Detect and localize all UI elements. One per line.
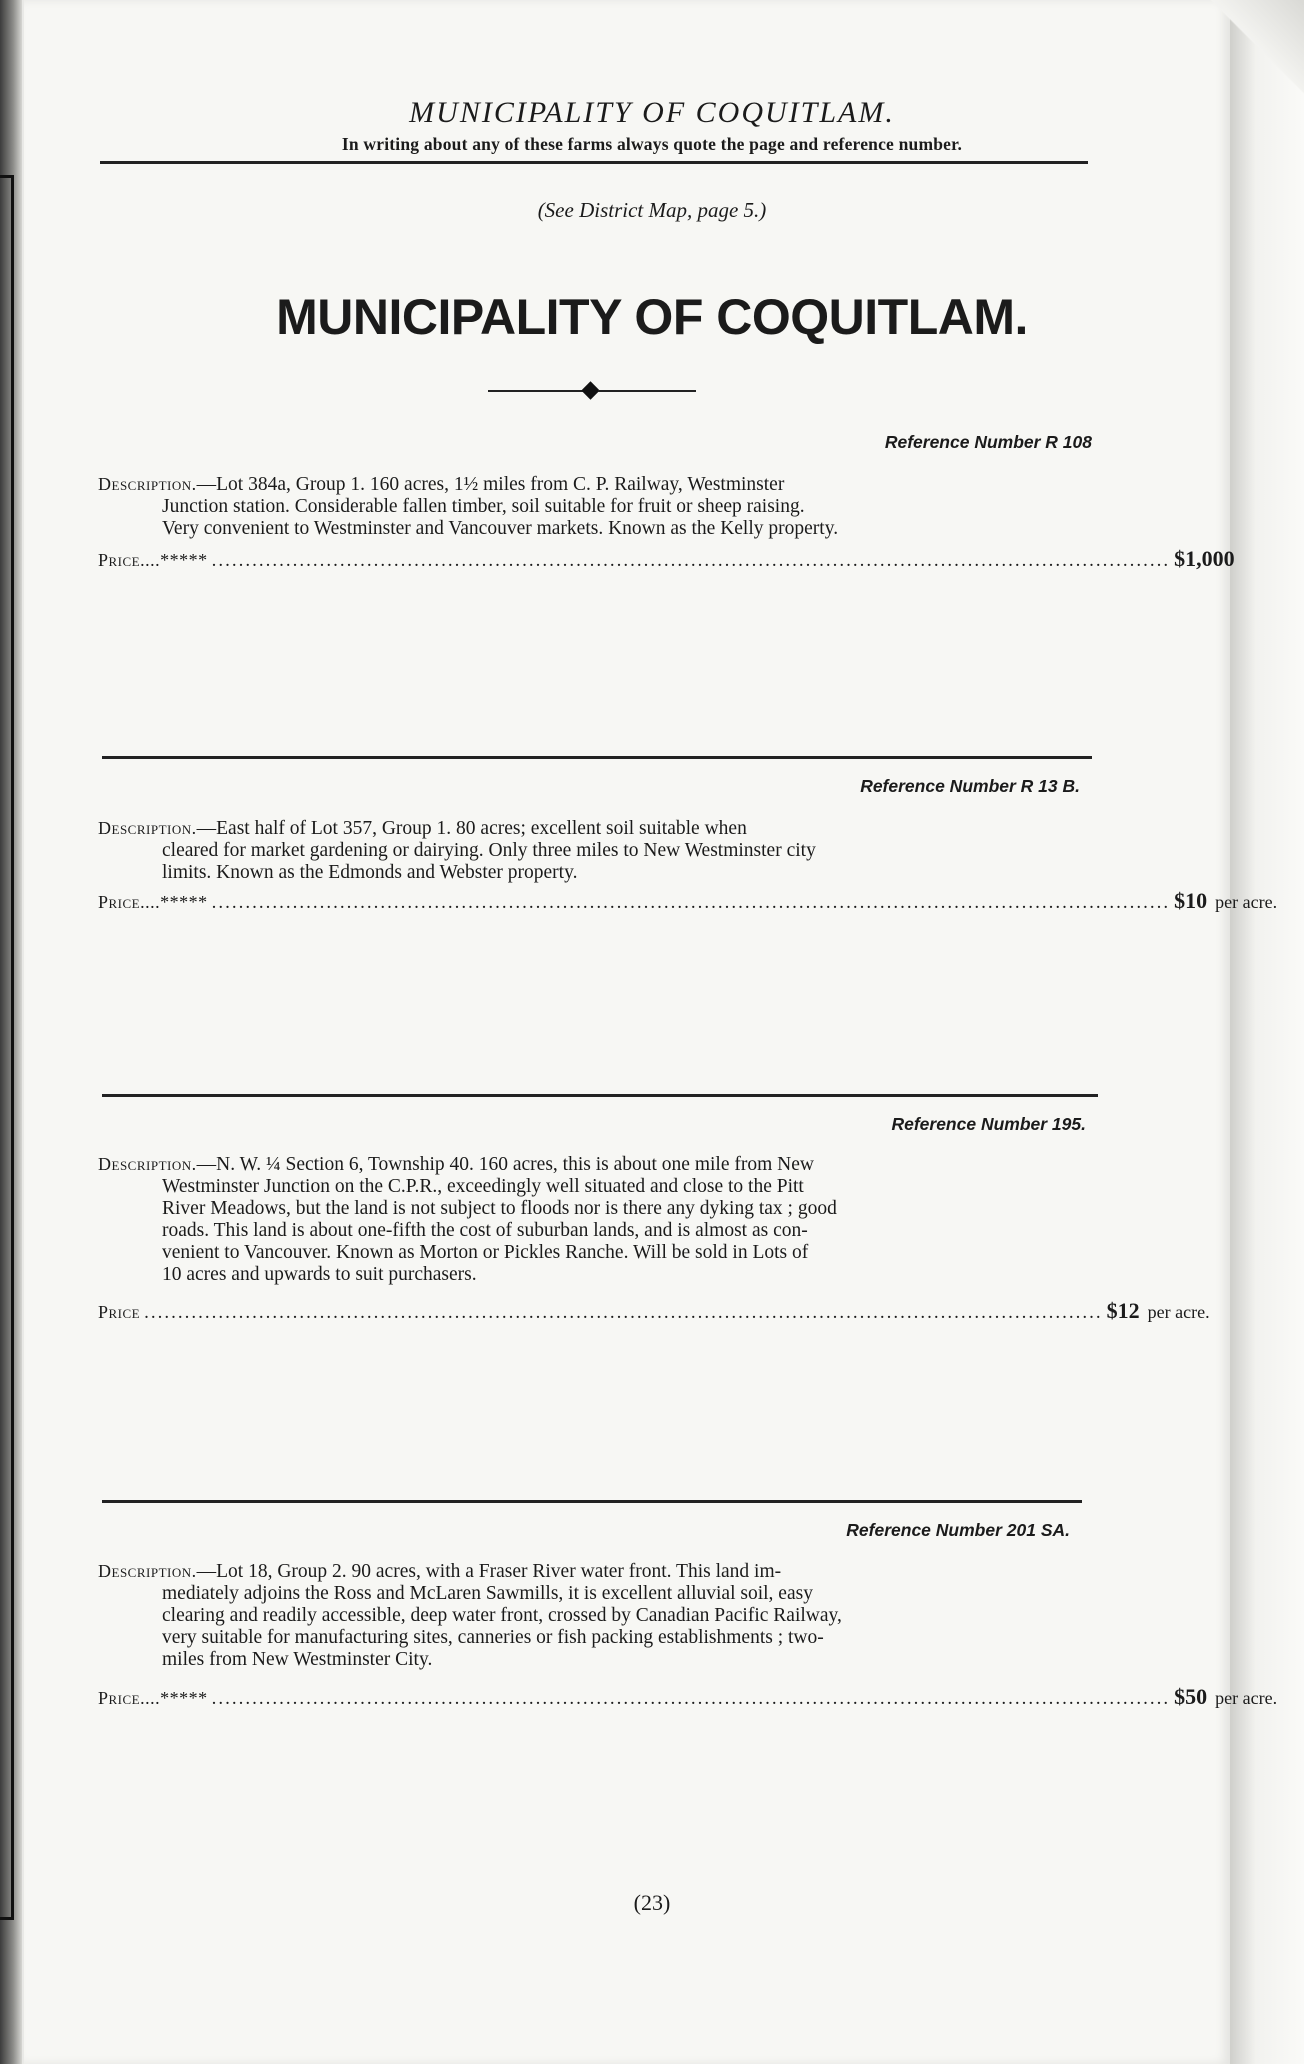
price-amount: $50: [1174, 1684, 1208, 1709]
page-title: MUNICIPALITY OF COQUITLAM.: [276, 289, 1028, 345]
running-head: MUNICIPALITY OF COQUITLAM.: [409, 96, 895, 129]
reference-number: Reference Number R 13 B.: [860, 776, 1080, 796]
description-line: venient to Vancouver. Known as Morton or Pickles Ranche. Will be sold in Lots of: [162, 1242, 809, 1263]
listing-description: [98, 817, 1092, 884]
description-label: Description.: [98, 1561, 197, 1581]
listing-description: [98, 1560, 1092, 1671]
listing: [98, 1500, 1278, 1720]
description-line: mediately adjoins the Ross and McLaren Sawmills, it is excellent alluvial soil, easy: [162, 1583, 813, 1604]
listing: [98, 428, 1235, 578]
price-label: Price....*****: [98, 892, 208, 912]
price-amount: $1,000: [1174, 546, 1235, 571]
listing: [98, 756, 1278, 926]
price-amount: $12: [1106, 1298, 1140, 1323]
reference-number: Reference Number R 108: [884, 432, 1092, 452]
dot-leader: ..............................................................................................................................................: [211, 1688, 1171, 1709]
price-unit: per acre.: [1215, 1688, 1278, 1708]
section-rule: [102, 756, 1092, 759]
price-label: Price: [98, 1302, 141, 1322]
listing-description: [98, 473, 1092, 540]
reference-number: Reference Number 201 SA.: [846, 1520, 1070, 1540]
description-label: Description.: [98, 1154, 197, 1174]
price-line: [98, 1684, 1278, 1710]
listing-description: [98, 1153, 1092, 1286]
price-label: Price....*****: [98, 1688, 208, 1708]
description-label: Description.: [98, 818, 197, 838]
section-rule: [102, 1500, 1082, 1503]
district-map-note: (See District Map, page 5.): [537, 198, 767, 222]
dot-leader: ..............................................................................................................................................: [211, 550, 1171, 571]
description-line: Very convenient to Westminster and Vancouver markets. Known as the Kelly property.: [162, 518, 839, 539]
price-line: [98, 888, 1278, 914]
description-label: Description.: [98, 474, 197, 494]
price-line: [98, 546, 1235, 572]
dot-leader: ..............................................................................................................................................: [211, 892, 1171, 913]
facing-page-border: [0, 175, 14, 1920]
price-label: Price....*****: [98, 550, 208, 570]
description-line: miles from New Westminster City.: [162, 1649, 433, 1670]
page-number: (23): [633, 1890, 671, 1915]
description-line: Junction station. Considerable fallen timber, soil suitable for fruit or sheep raising.: [162, 496, 805, 517]
description-line: —Lot 384a, Group 1. 160 acres, 1½ miles from C. P. Railway, Westminster: [196, 474, 785, 495]
price-line: [98, 1298, 1210, 1324]
description-line: —East half of Lot 357, Group 1. 80 acres; excellent soil suitable when: [196, 818, 747, 839]
description-line: very suitable for manufacturing sites, canneries or fish packing establishments ; two-: [162, 1627, 824, 1648]
description-line: roads. This land is about one-fifth the cost of suburban lands, and is almost as con-: [162, 1220, 808, 1241]
description-line: clearing and readily accessible, deep water front, crossed by Canadian Pacific Railway,: [162, 1605, 842, 1626]
description-line: cleared for market gardening or dairying. Only three miles to New Westminster city: [162, 840, 816, 861]
reference-note: In writing about any of these farms always quote the page and reference number.: [341, 134, 963, 154]
dog-ear-corner: [1194, 0, 1304, 95]
description-line: River Meadows, but the land is not subject to floods nor is there any dyking tax ; good: [162, 1198, 837, 1219]
title-ornament: [488, 381, 696, 401]
description-line: Westminster Junction on the C.P.R., exceedingly well situated and close to the Pitt: [162, 1176, 804, 1197]
description-line: —Lot 18, Group 2. 90 acres, with a Fraser River water front. This land im-: [196, 1561, 782, 1582]
diamond-icon: [581, 381, 599, 399]
listing: [98, 1094, 1210, 1334]
price-unit: per acre.: [1215, 892, 1278, 912]
reference-number: Reference Number 195.: [891, 1114, 1086, 1134]
price-amount: $10: [1174, 888, 1208, 913]
section-rule: [102, 1094, 1098, 1097]
dot-leader: ..............................................................................................................................................: [144, 1302, 1103, 1323]
header-rule: [100, 161, 1088, 164]
price-unit: per acre.: [1147, 1302, 1210, 1322]
description-line: 10 acres and upwards to suit purchasers.: [162, 1264, 477, 1285]
description-line: —N. W. ¼ Section 6, Township 40. 160 acres, this is about one mile from New: [196, 1154, 814, 1175]
description-line: limits. Known as the Edmonds and Webster property.: [162, 862, 578, 883]
